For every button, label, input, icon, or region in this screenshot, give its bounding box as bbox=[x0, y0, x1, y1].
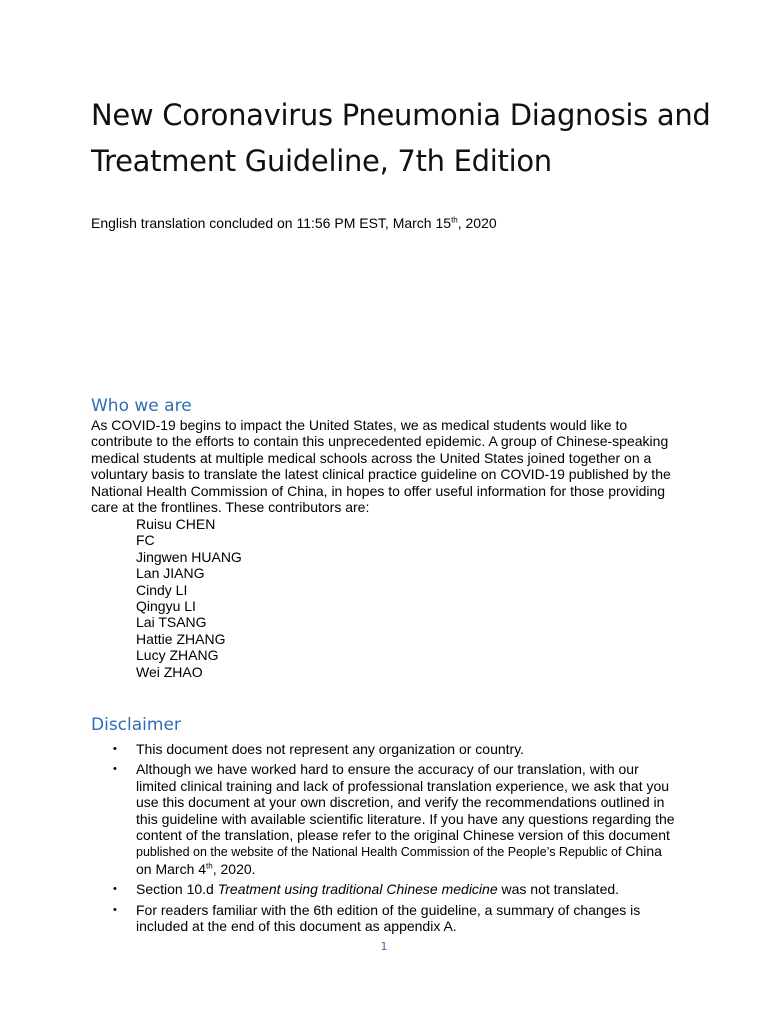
disclaimer-item bbox=[91, 902, 681, 935]
contributor-name: Wei ZHAO bbox=[136, 663, 203, 680]
bullet-icon: • bbox=[113, 763, 117, 776]
translation-date-suffix: , 2020 bbox=[457, 215, 497, 231]
disclaimer-item bbox=[91, 741, 681, 757]
contributor-name: Ruisu CHEN bbox=[136, 516, 216, 532]
disclaimer-list bbox=[91, 741, 681, 938]
contributors-list bbox=[136, 516, 242, 680]
contributor-name: FC bbox=[136, 532, 155, 549]
disclaimer-item-date-suffix: , 2020. bbox=[212, 860, 256, 877]
disclaimer-heading: Disclaimer bbox=[91, 715, 181, 735]
disclaimer-item-italic: Treatment using traditional Chinese medicine bbox=[217, 881, 498, 898]
who-we-are-paragraph: As COVID-19 begins to impact the United States, we as medical students would like to contribute to the efforts to contain this unprecedented epidemic. A group of Chinese-speaking medical students at multiple medical schools across the United States joined together on a voluntary basis to translate the latest clinical practice guideline on COVID-19 published by the National Health Commission of China, in hopes to offer useful information for those providing care at the frontlines. These contributors are: bbox=[91, 417, 671, 516]
who-we-are-heading: Who we are bbox=[91, 396, 192, 416]
disclaimer-item-text: Although we have worked hard to ensure the accuracy of our translation, with our limited clinical training and lack of professional translation experience, we ask that you use this document at your own discretion, and verify the recommendations outlined in this guideline with available scientific literature. If you have any questions regarding the content of the translation, please refer to the original Chinese version of this document bbox=[136, 761, 675, 844]
contributor-name: Lucy ZHANG bbox=[136, 647, 219, 664]
disclaimer-item-date-superscript: th bbox=[206, 861, 213, 871]
disclaimer-item bbox=[91, 881, 681, 897]
page-number: 1 bbox=[380, 940, 388, 953]
contributor-name: Lai TSANG bbox=[136, 614, 207, 631]
contributor-name: Qingyu LI bbox=[136, 598, 196, 615]
disclaimer-item-text: This document does not represent any organization or country. bbox=[136, 741, 525, 757]
disclaimer-item-text-end: was not translated. bbox=[497, 881, 620, 898]
contributor-name: Hattie ZHANG bbox=[136, 630, 226, 647]
disclaimer-item-source: published on the website of the National Health Commission of the People’s Republic of bbox=[136, 845, 622, 860]
disclaimer-item bbox=[91, 761, 681, 877]
bullet-icon: • bbox=[113, 903, 117, 916]
disclaimer-item-text: Section 10.d bbox=[136, 881, 218, 898]
disclaimer-item-text: For readers familiar with the 6th edition of the guideline, a summary of changes is included at the end of this document as appendix A. bbox=[136, 901, 641, 935]
contributor-name: Jingwen HUANG bbox=[136, 548, 242, 565]
contributor-name: Lan JIANG bbox=[136, 565, 205, 582]
translation-date-superscript: th bbox=[451, 215, 458, 225]
translation-date bbox=[91, 214, 711, 232]
bullet-icon: • bbox=[113, 883, 117, 896]
document-title: New Coronavirus Pneumonia Diagnosis and Treatment Guideline, 7th Edition bbox=[91, 98, 711, 178]
disclaimer-item-date: China on March 4 bbox=[136, 843, 662, 877]
contributor-name: Cindy LI bbox=[136, 581, 188, 598]
translation-date-prefix: English translation concluded on 11:56 PM EST, March 15 bbox=[91, 215, 452, 231]
bullet-icon: • bbox=[113, 743, 117, 755]
